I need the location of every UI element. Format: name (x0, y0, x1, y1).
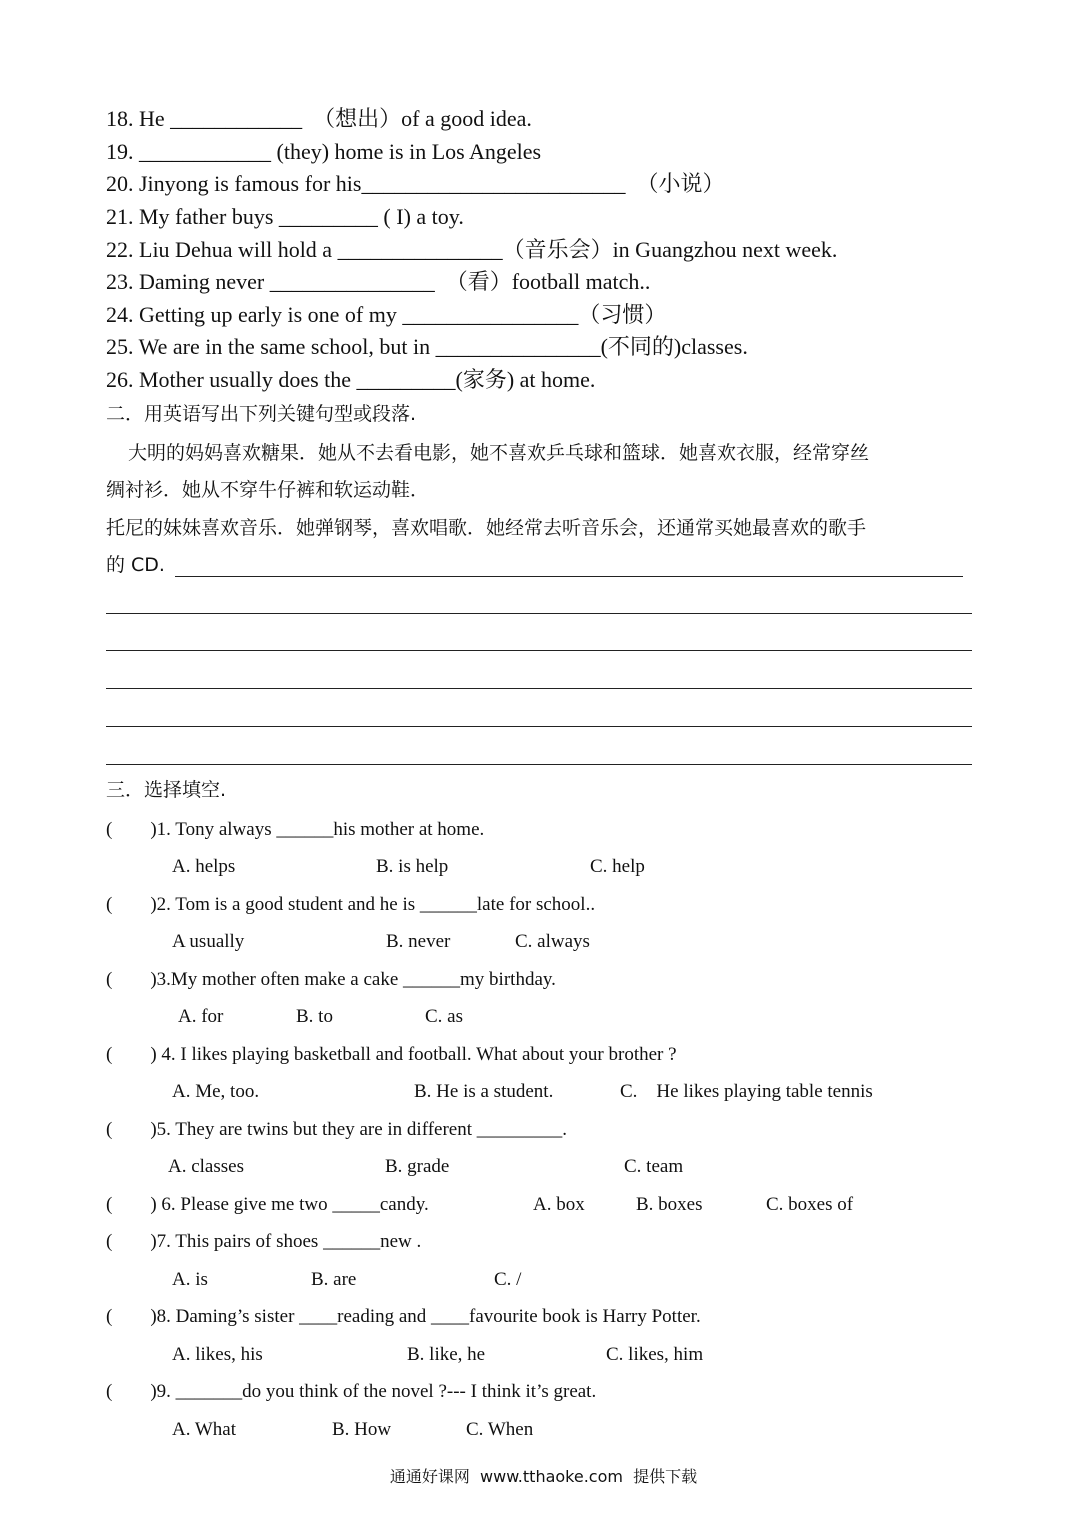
question-5-option-b: B. grade (385, 1156, 450, 1177)
question-5-option-a: A. classes (168, 1156, 244, 1177)
question-8-option-a: A. likes, his (172, 1344, 263, 1365)
fill-in-18: 18. He ____________ （想出）of a good idea. (106, 106, 532, 131)
section3-heading: 三．选择填空. (106, 779, 227, 801)
question-6-option-c: C. boxes of (766, 1194, 854, 1215)
question-1-option-a: A. helps (172, 856, 236, 877)
question-5-option-c: C. team (624, 1156, 684, 1177)
fill-in-19: 19. ____________ (they) home is in Los Angeles (106, 139, 542, 164)
answer-line-5 (106, 726, 972, 727)
fill-in-25: 25. We are in the same school, but in _______________(不同的)classes. (106, 334, 748, 359)
question-3-option-a: A. for (178, 1006, 224, 1027)
question-1-option-b: B. is help (376, 856, 449, 877)
section2-para2-line2: 的 CD. (106, 554, 165, 576)
answer-line-4 (106, 688, 972, 689)
fill-in-23: 23. Daming never _______________ （看）football match.. (106, 269, 651, 294)
question-6-option-a: A. box (533, 1194, 585, 1215)
answer-line-1 (175, 576, 963, 577)
question-4-option-b: B. He is a student. (414, 1081, 554, 1102)
question-2-option-a: A usually (172, 931, 245, 952)
fill-in-20: 20. Jinyong is famous for his________________________ （小说） (106, 171, 725, 196)
question-6-stem: ( ) 6. Please give me two _____candy. (106, 1194, 429, 1215)
question-7-stem: ( )7. This pairs of shoes ______new . (106, 1231, 422, 1252)
question-3-option-c: C. as (425, 1006, 463, 1027)
question-7-option-a: A. is (172, 1269, 208, 1290)
question-4-option-c: C. He likes playing table tennis (620, 1081, 873, 1102)
fill-in-26: 26. Mother usually does the _________(家务) at home. (106, 367, 596, 392)
question-4-option-a: A. Me, too. (172, 1081, 260, 1102)
fill-in-22: 22. Liu Dehua will hold a _______________（音乐会）in Guangzhou next week. (106, 237, 838, 262)
question-4-stem: ( ) 4. I likes playing basketball and football. What about your brother ? (106, 1044, 677, 1065)
fill-in-24: 24. Getting up early is one of my ________________（习惯） (106, 302, 667, 327)
question-9-option-b: B. How (332, 1419, 392, 1440)
question-1-option-c: C. help (590, 856, 645, 877)
question-5-stem: ( )5. They are twins but they are in different _________. (106, 1119, 567, 1140)
question-7-option-b: B. are (311, 1269, 357, 1290)
question-8-stem: ( )8. Daming’s sister ____reading and ____favourite book is Harry Potter. (106, 1306, 701, 1327)
section2-para2-line1: 托尼的妹妹喜欢音乐．她弹钢琴，喜欢唱歌．她经常去听音乐会，还通常买她最喜欢的歌手 (106, 517, 867, 539)
question-9-stem: ( )9. _______do you think of the novel ?--- I think it’s great. (106, 1381, 597, 1402)
question-7-option-c: C. / (494, 1269, 522, 1290)
question-8-option-b: B. like, he (407, 1344, 486, 1365)
section2-heading: 二．用英语写出下列关键句型或段落. (106, 403, 417, 425)
question-3-option-b: B. to (296, 1006, 333, 1027)
answer-line-6 (106, 764, 972, 765)
question-2-stem: ( )2. Tom is a good student and he is ______late for school.. (106, 894, 596, 915)
question-9-option-c: C. When (466, 1419, 534, 1440)
question-3-stem: ( )3.My mother often make a cake ______my birthday. (106, 969, 556, 990)
page-footer: 通通好课网 www.tthaoke.com 提供下载 (389, 1467, 698, 1486)
section2-para1-line1: 大明的妈妈喜欢糖果．她从不去看电影，她不喜欢乒乓球和篮球．她喜欢衣服，经常穿丝 (128, 442, 870, 464)
fill-in-21: 21. My father buys _________ ( I) a toy. (106, 204, 464, 229)
question-2-option-b: B. never (386, 931, 451, 952)
answer-line-2 (106, 613, 972, 614)
answer-line-3 (106, 650, 972, 651)
section2-para1-line2: 绸衬衫．她从不穿牛仔裤和软运动鞋． (106, 479, 430, 501)
question-9-option-a: A. What (172, 1419, 237, 1440)
question-2-option-c: C. always (515, 931, 590, 952)
question-1-stem: ( )1. Tony always ______his mother at home. (106, 819, 485, 840)
question-6-option-b: B. boxes (636, 1194, 703, 1215)
question-8-option-c: C. likes, him (606, 1344, 704, 1365)
